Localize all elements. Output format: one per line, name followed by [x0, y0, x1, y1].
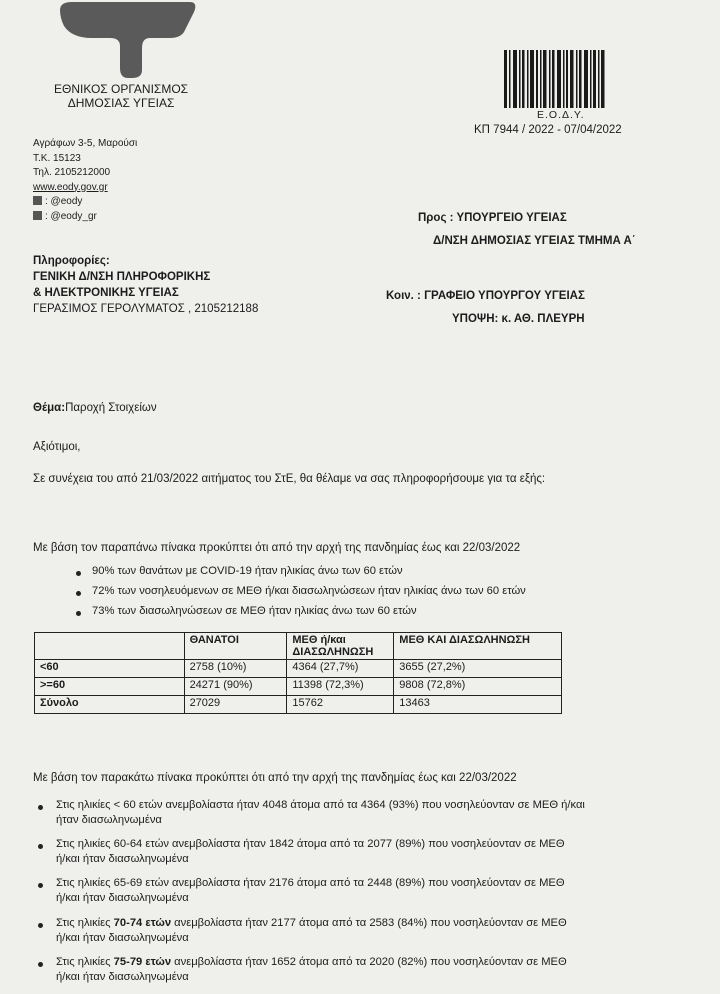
bullet-dot	[38, 923, 43, 928]
table-header-cell: ΜΕΘ ή/και ΔΙΑΣΩΛΗΝΩΣΗ	[287, 633, 394, 660]
section2-bullet: Στις ηλικίες 65-69 ετών ανεμβολίαστα ήταν 2176 άτομα από τα 2448 (89%) που νοσηλεύονταν σε ΜΕΘ	[56, 877, 565, 889]
barcode	[504, 50, 606, 108]
address: Αγράφων 3-5, Μαρούσι	[33, 138, 138, 149]
table-row	[35, 696, 562, 714]
info-label: Πληροφορίες:	[33, 255, 110, 267]
section1-bullet: 73% των διασωληνώσεων σε ΜΕΘ ήταν ηλικίας άνω των 60 ετών	[92, 605, 417, 617]
bullet-dot	[38, 883, 43, 888]
section2-bullet-cont: ή/και ήταν διασωληνωμένα	[56, 853, 189, 865]
subject-label: Θέμα:	[33, 402, 66, 414]
cc-line-1	[386, 290, 585, 302]
bullet-dot	[38, 844, 43, 849]
section1-intro: Με βάση τον παραπάνω πίνακα προκύπτει ότι από την αρχή της πανδημίας έως και 22/03/2022	[33, 542, 521, 554]
section1-bullet: 72% των νοσηλευόμενων σε ΜΕΘ ή/και διασωληνώσεων ήταν ηλικίας άνω των 60 ετών	[92, 585, 526, 597]
bullet-dot	[38, 805, 43, 810]
table-cell: 27029	[184, 696, 287, 714]
table-row	[35, 660, 562, 678]
section2-bullet: Στις ηλικίες < 60 ετών ανεμβολίαστα ήταν 4048 άτομα από τα 4364 (93%) που νοσηλεύονταν σε ΜΕΘ ή/και	[56, 799, 585, 811]
twitter-row	[33, 210, 137, 225]
to-line-1	[418, 212, 567, 224]
section2-bullet-cont: ή/και ήταν διασωληνωμένα	[56, 932, 189, 944]
org-line-1: ΕΘΝΙΚΟΣ ΟΡΓΑΝΙΣΜΟΣ	[54, 82, 189, 96]
table-cell: 13463	[394, 696, 562, 714]
table-cell: 4364 (27,7%)	[287, 660, 394, 678]
contact-block	[33, 137, 137, 224]
bullet-dot	[76, 571, 81, 576]
bullet-dot	[76, 611, 81, 616]
statistics-table	[34, 632, 562, 714]
cc-line-2: ΥΠΟΨΗ: κ. ΑΘ. ΠΛΕΥΡΗ	[452, 313, 585, 325]
table-cell: 2758 (10%)	[184, 660, 287, 678]
info-line-3: ΓΕΡΑΣΙΜΟΣ ΓΕΡΟΛΥΜΑΤΟΣ , 2105212188	[33, 303, 259, 315]
twitter-icon	[33, 211, 42, 220]
table-cell: Σύνολο	[35, 696, 185, 714]
subject-text: Παροχή Στοιχείων	[65, 402, 157, 414]
cc-recipient: ΓΡΑΦΕΙΟ ΥΠΟΥΡΓΟΥ ΥΓΕΙΑΣ	[424, 290, 585, 302]
barcode-label: Ε.Ο.Δ.Υ.	[537, 109, 585, 121]
org-line-2: ΔΗΜΟΣΙΑΣ ΥΓΕΙΑΣ	[67, 96, 175, 110]
eody-logo	[58, 2, 198, 78]
table-cell: 3655 (27,2%)	[394, 660, 562, 678]
section2-bullet-cont: ή/και ήταν διασωληνωμένα	[56, 892, 189, 904]
bullet-dot	[76, 591, 81, 596]
organization-name	[54, 82, 188, 110]
table-row	[35, 678, 562, 696]
phone: Τηλ. 2105212000	[33, 167, 111, 178]
greeting: Αξιότιμοι,	[33, 441, 81, 453]
section2-bullet-cont: ή/και ήταν διασωληνωμένα	[56, 971, 189, 983]
to-recipient: ΥΠΟΥΡΓΕΙΟ ΥΓΕΙΑΣ	[456, 212, 567, 224]
cc-label: Κοιν. :	[386, 290, 421, 302]
facebook-icon	[33, 196, 42, 205]
table-header-row	[35, 633, 562, 660]
facebook-row	[33, 195, 137, 210]
protocol-number: ΚΠ 7944 / 2022 - 07/04/2022	[474, 124, 622, 136]
to-label: Προς :	[418, 212, 454, 224]
table-cell: 24271 (90%)	[184, 678, 287, 696]
section2-bullet: Στις ηλικίες 70-74 ετών ανεμβολίαστα ήταν 2177 άτομα από τα 2583 (84%) που νοσηλεύονταν σε ΜΕΘ	[56, 917, 567, 929]
to-line-2: Δ/ΝΣΗ ΔΗΜΟΣΙΑΣ ΥΓΕΙΑΣ ΤΜΗΜΑ Α΄	[433, 235, 636, 247]
website-link[interactable]: www.eody.gov.gr	[33, 181, 108, 193]
section2-intro: Με βάση τον παρακάτω πίνακα προκύπτει ότι από την αρχή της πανδημίας έως και 22/03/2022	[33, 772, 517, 784]
postcode: Τ.Κ. 15123	[33, 152, 81, 164]
table-cell: 11398 (72,3%)	[287, 678, 394, 696]
table-cell: <60	[35, 660, 185, 678]
bullet-dot	[38, 962, 43, 967]
info-block	[33, 253, 258, 317]
intro-paragraph: Σε συνέχεια του από 21/03/2022 αιτήματος του ΣτΕ, θα θέλαμε να σας πληροφορήσουμε για τα εξής:	[33, 473, 546, 485]
section2-bullet: Στις ηλικίες 60-64 ετών ανεμβολίαστα ήταν 1842 άτομα από τα 2077 (89%) που νοσηλεύονταν σε ΜΕΘ	[56, 838, 565, 850]
section2-bullet-cont: ήταν διασωληνωμένα	[56, 814, 162, 826]
info-line-2: & ΗΛΕΚΤΡΟΝΙΚΗΣ ΥΓΕΙΑΣ	[33, 287, 179, 299]
subject-line	[33, 402, 157, 414]
table-header-cell: ΘΑΝΑΤΟΙ	[184, 633, 287, 660]
facebook-handle: : @eody	[45, 196, 83, 207]
section2-bullet: Στις ηλικίες 75-79 ετών ανεμβολίαστα ήταν 1652 άτομα από τα 2020 (82%) που νοσηλεύονταν σε ΜΕΘ	[56, 956, 567, 968]
info-line-1: ΓΕΝΙΚΗ Δ/ΝΣΗ ΠΛΗΡΟΦΟΡΙΚΗΣ	[33, 271, 211, 283]
table-cell: >=60	[35, 678, 185, 696]
table-cell: 15762	[287, 696, 394, 714]
section1-bullet: 90% των θανάτων με COVID-19 ήταν ηλικίας άνω των 60 ετών	[92, 565, 403, 577]
table-header-cell: ΜΕΘ ΚΑΙ ΔΙΑΣΩΛΗΝΩΣΗ	[394, 633, 562, 660]
table-header-cell	[35, 633, 185, 660]
table-cell: 9808 (72,8%)	[394, 678, 562, 696]
twitter-handle: : @eody_gr	[45, 210, 97, 222]
